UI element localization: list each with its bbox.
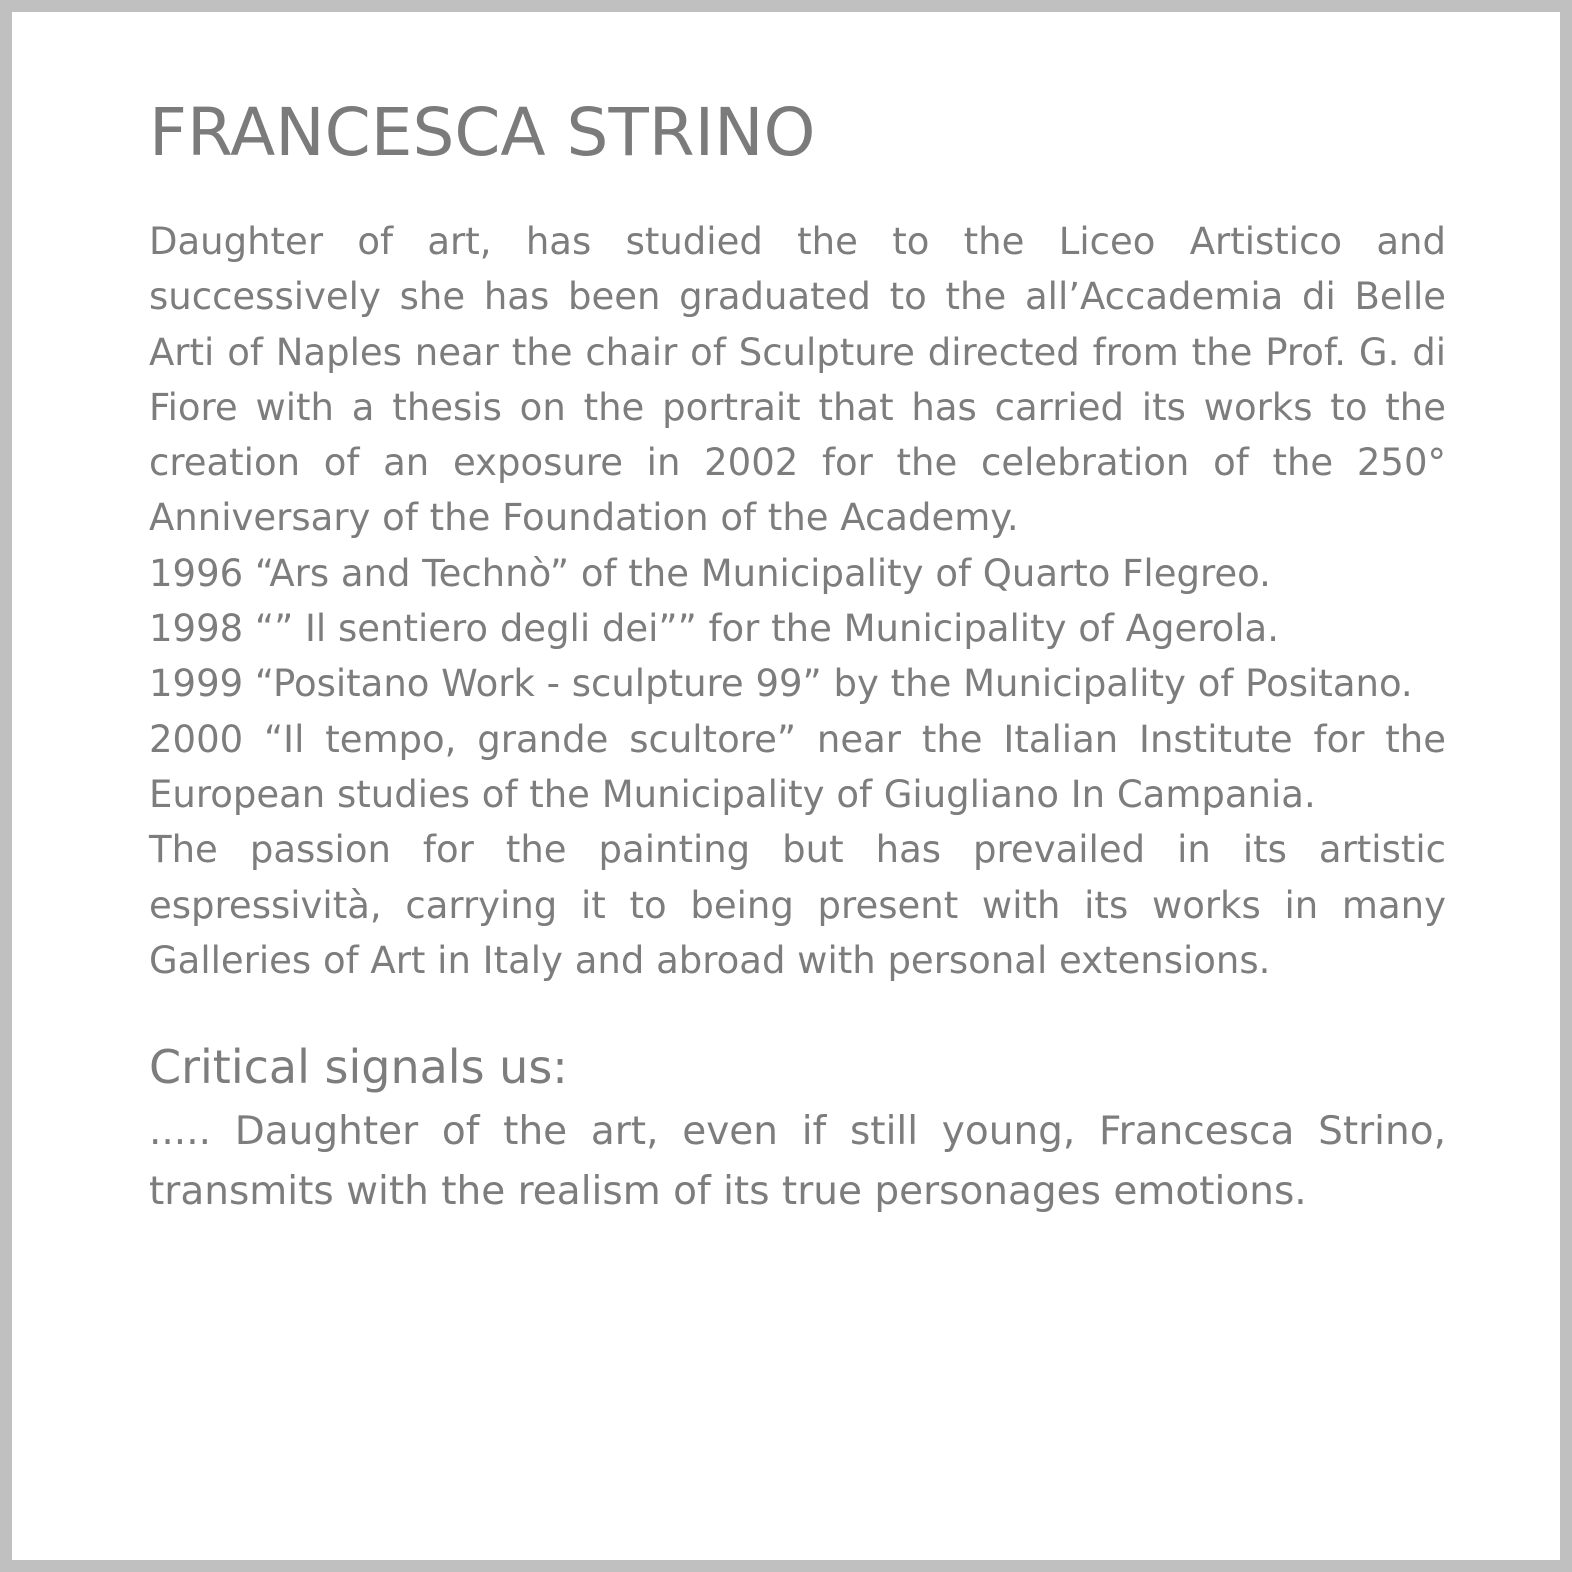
exhibition-1999: 1999 “Positano Work - sculpture 99” by the Municipality of Positano. [149,662,1413,706]
exhibition-2000: 2000 “Il tempo, grande scultore” near the Italian Institute for the European studies of the Municipality of Giugliano In Campania. [149,717,1446,816]
document-body [149,94,1446,1222]
artist-name-heading: FRANCESCA STRINO [149,94,816,171]
exhibition-1996: 1996 “Ars and Technò” of the Municipality of Quarto Flegreo. [149,551,1271,595]
critical-quote: ..... Daughter of the art, even if still young, Francesca Strino, transmits with the realism of its true personages emotions. [149,1109,1446,1215]
bio-intro-paragraph: Daughter of art, has studied the to the Liceo Artistico and successively she has been graduated to the all’Accademia di Belle Arti of Naples near the chair of Sculpture directed from the Prof. G. di Fiore with a thesis on the portrait that has carried its works to the creation of an exposure in 2002 for the celebration of the 250° Anniversary of the Foundation of the Academy. [149,220,1446,540]
bio-closing-paragraph: The passion for the painting but has prevailed in its artistic espressività, carrying it to being present with its works in many Galleries of Art in Italy and abroad with personal extensions. [149,828,1446,982]
exhibition-1998: 1998 “” Il sentiero degli dei”” for the Municipality of Agerola. [149,607,1279,651]
biography-section [149,214,1446,988]
critical-section-title: Critical signals us: [149,1040,568,1095]
